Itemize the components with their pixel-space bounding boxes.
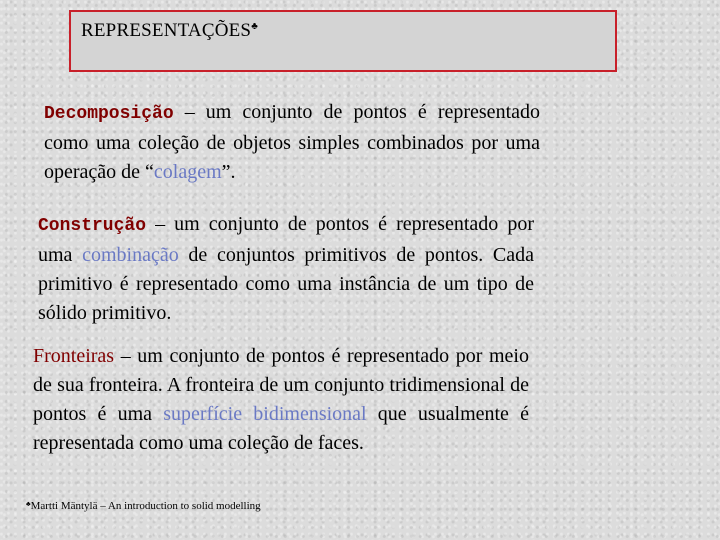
fronteiras-highlight: superfície bidimensional — [163, 403, 367, 425]
decomposicao-text-after: ”. — [221, 161, 236, 183]
footnote-text: Martti Mäntylä – An introduction to solid modelling — [30, 500, 261, 512]
title-box — [69, 10, 617, 72]
fronteiras-text-before: – um conjunto de pontos é representado por meio de sua fronteira. A fronteira de um conjunto tridimensional de pontos é uma — [33, 345, 529, 425]
fronteiras-text-after: que usualmente é representada como uma coleção de faces. — [33, 403, 530, 454]
construcao-highlight: combinação — [82, 244, 179, 266]
construcao-text-before: – um conjunto de pontos é representado por uma — [38, 213, 534, 266]
club-marker-icon: ♣ — [251, 21, 258, 32]
slide-title — [81, 20, 258, 42]
construcao-text-after: de conjuntos primitivos de pontos. Cada primitivo é representado como uma instância de um tipo de sólido primitivo. — [38, 244, 535, 324]
term-decomposicao: Decomposição — [44, 104, 174, 124]
paragraph-construcao — [38, 210, 534, 328]
paragraph-decomposicao — [44, 98, 540, 187]
term-construcao: Construção — [38, 216, 147, 236]
footnote-marker-icon: ♣ — [26, 500, 31, 508]
paragraph-fronteiras — [33, 342, 529, 458]
decomposicao-text-before: – um conjunto de pontos é representado como uma coleção de objetos simples combinados por uma operação de “ — [44, 101, 540, 183]
term-fronteiras: Fronteiras — [33, 345, 115, 367]
decomposicao-highlight: colagem — [153, 161, 222, 183]
footnote — [26, 500, 261, 512]
title-text: REPRESENTAÇÕES — [81, 20, 252, 41]
